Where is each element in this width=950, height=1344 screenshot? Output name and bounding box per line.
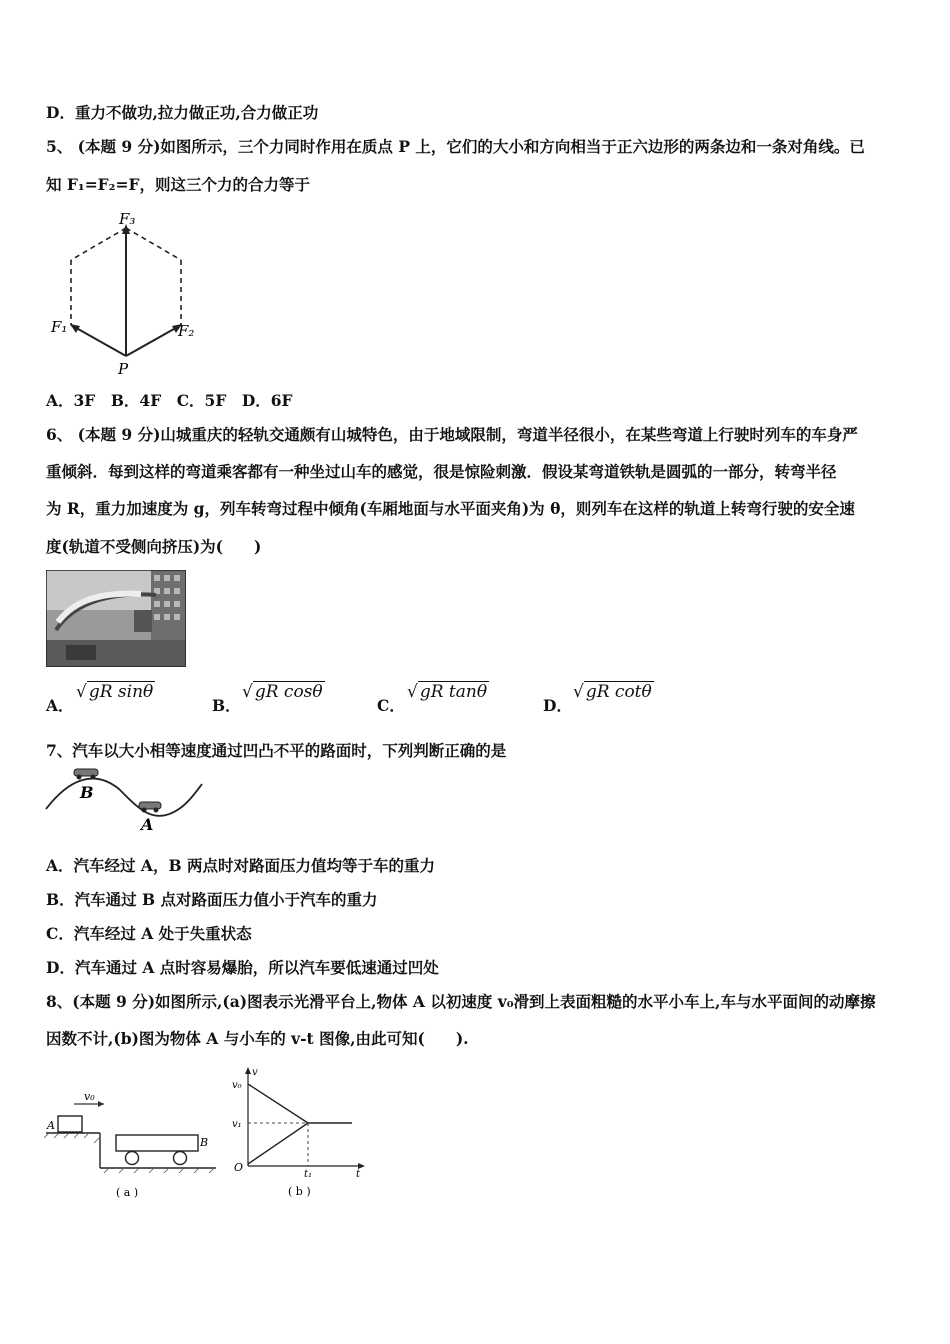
q6-option-d-expr: gR cotθ [585, 682, 652, 702]
q4-option-d: D．重力不做功,拉力做正功,合力做正功 [46, 103, 319, 122]
q8-b-label-t1: t₁ [304, 1169, 313, 1180]
q8-a-label-v0: v₀ [84, 1090, 95, 1103]
q6-option-d-formula: √ gR cotθ [573, 682, 652, 702]
q8-a-caption: ( a ) [116, 1186, 139, 1199]
q8-figure-b-vt-graph [228, 1064, 368, 1204]
q8-b-caption: ( b ) [288, 1185, 311, 1198]
q5-label-f1: F₁ [51, 318, 68, 336]
q6-option-d-label: D． [543, 696, 572, 715]
q7-option-b: B．汽车通过 B 点对路面压力值小于汽车的重力 [46, 890, 378, 909]
q7-option-c: C．汽车经过 A 处于失重状态 [46, 924, 252, 943]
q6-monorail-photo [46, 570, 186, 667]
q6-option-c-expr: gR tanθ [419, 682, 488, 702]
q7-road-figure [44, 764, 209, 836]
q5-label-f2: F₂ [178, 322, 195, 340]
q5-options: A．3F B．4F C．5F D．6F [46, 391, 293, 410]
q7-label-b: B [80, 783, 94, 802]
q7-option-d: D．汽车通过 A 点时容易爆胎，所以汽车要低速通过凹处 [46, 958, 439, 977]
q6-option-c-label: C． [377, 696, 405, 715]
q8-figure-a [44, 1088, 224, 1203]
q6-stem-line3: 为 R，重力加速度为 g，列车转弯过程中倾角(车厢地面与水平面夹角)为 θ，则列车在这样的轨道上转弯行驶的安全速 [46, 499, 855, 518]
q5-stem-line2: 知 F₁=F₂=F，则这三个力的合力等于 [46, 175, 310, 194]
q6-option-b-formula: √ gR cosθ [242, 682, 323, 702]
q6-stem-line2: 重倾斜．每到这样的弯道乘客都有一种坐过山车的感觉，很是惊险刺激．假设某弯道铁轨是圆弧的一部分，转弯半径 [46, 462, 837, 481]
q8-a-label-a: A [47, 1119, 55, 1132]
q8-b-label-v0: v₀ [232, 1080, 242, 1091]
q8-a-label-b: B [200, 1136, 209, 1149]
q6-stem-line4: 度(轨道不受侧向挤压)为( ) [46, 537, 262, 556]
q6-option-a-formula: √ gR sinθ [76, 682, 154, 702]
q7-option-a: A．汽车经过 A，B 两点时对路面压力值均等于车的重力 [46, 856, 435, 875]
q7-stem: 7、汽车以大小相等速度通过凹凸不平的路面时，下列判断正确的是 [46, 741, 507, 760]
q6-option-a-expr: gR sinθ [88, 682, 154, 702]
q6-option-a-label: A． [46, 696, 74, 715]
q5-label-p: P [118, 360, 129, 378]
q5-label-f3: F₃ [119, 210, 136, 228]
q8-b-label-v: v [252, 1067, 258, 1078]
q6-stem-line1: 6、 (本题 9 分)山城重庆的轻轨交通颇有山城特色，由于地域限制，弯道半径很小，在某些弯道上行驶时列车的车身严 [46, 425, 858, 444]
q8-stem-line1: 8、(本题 9 分)如图所示,(a)图表示光滑平台上,物体 A 以初速度 v₀滑到上表面粗糙的水平小车上,车与水平面间的动摩擦 [46, 992, 876, 1011]
q5-stem-line1: 5、 (本题 9 分)如图所示，三个力同时作用在质点 P 上，它们的大小和方向相当于正六边形的两条边和一条对角线。已 [46, 137, 865, 156]
q8-b-label-o: O [234, 1161, 244, 1174]
q8-b-label-v1: v₁ [232, 1119, 242, 1130]
q8-b-label-t: t [356, 1169, 361, 1180]
q7-label-a: A [141, 815, 154, 834]
q6-option-b-label: B． [212, 696, 241, 715]
q5-force-hexagon-figure [46, 210, 206, 380]
q6-option-b-expr: gR cosθ [254, 682, 323, 702]
q8-stem-line2: 因数不计,(b)图为物体 A 与小车的 v-t 图像,由此可知( ). [46, 1029, 469, 1048]
q6-option-c-formula: √ gR tanθ [407, 682, 488, 702]
